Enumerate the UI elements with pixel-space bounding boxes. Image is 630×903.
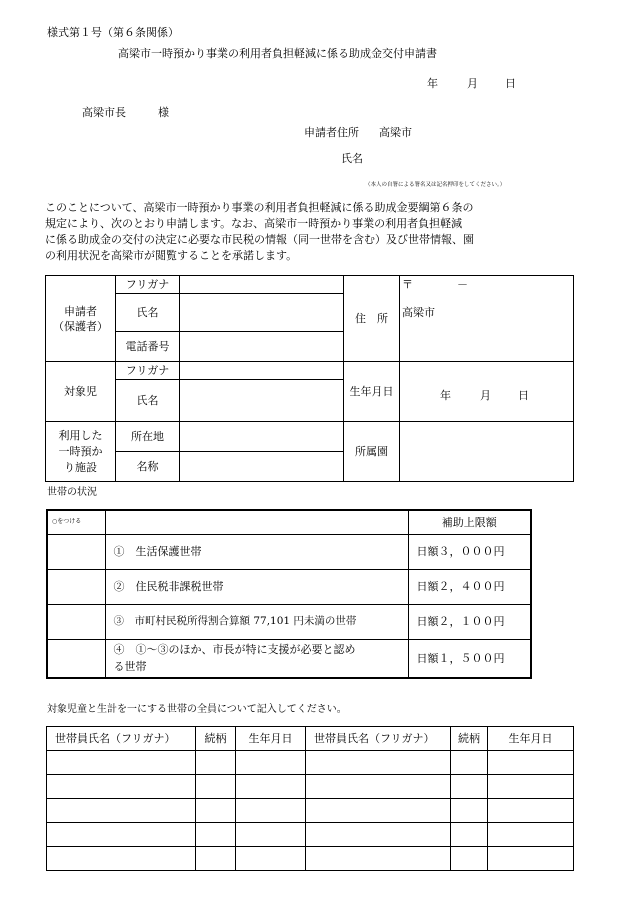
facility-label-cell: [46, 422, 116, 482]
paragraph-line: 規定により、次のとおり申請します。なお、高梁市一時預かり事業の利用者負担軽減: [45, 217, 463, 230]
birth-month: 月: [480, 389, 491, 402]
applicant-label: 申請者: [64, 304, 97, 318]
col-member-name: 世帯員氏名（フリガナ）: [47, 727, 196, 751]
phone-field[interactable]: [180, 332, 344, 362]
furigana-label: フリガナ: [116, 276, 180, 294]
limit-header: 補助上限額: [408, 510, 531, 534]
form-number: 様式第１号（第６条関係）: [47, 26, 179, 39]
relation-field[interactable]: [196, 775, 236, 799]
postal-mark: 〒: [402, 278, 413, 291]
member-name-field[interactable]: [306, 751, 451, 775]
location-field[interactable]: [180, 422, 344, 452]
paragraph-line: このことについて、高梁市一時預かり事業の利用者負担軽減に係る助成金要綱第６条の: [45, 201, 474, 214]
household-status-heading: 世帯の状況: [47, 487, 97, 498]
mark-field[interactable]: [47, 604, 105, 639]
relation-field[interactable]: [451, 799, 488, 823]
status-amount: 日額２，１００円: [408, 604, 531, 639]
relation-field[interactable]: [196, 823, 236, 847]
birth-field[interactable]: [236, 775, 306, 799]
child-name-label: 氏名: [116, 380, 180, 422]
member-name-field[interactable]: [306, 799, 451, 823]
member-name-field[interactable]: [306, 823, 451, 847]
mark-note: ○をつける: [52, 518, 82, 525]
form-title: 高梁市一時預かり事業の利用者負担軽減に係る助成金交付申請書: [118, 47, 437, 60]
status-option: ② 住民税非課税世帯: [105, 569, 408, 604]
paragraph-line: の利用状況を高梁市が閲覧することを承諾します。: [45, 249, 298, 262]
facility-label-3: り施設: [64, 460, 97, 474]
status-option: ① 生活保護世帯: [105, 534, 408, 569]
birthdate-label: 生年月日: [344, 362, 400, 422]
relation-field[interactable]: [196, 751, 236, 775]
furigana-field[interactable]: [180, 276, 344, 294]
member-name-field[interactable]: [47, 751, 196, 775]
birth-field[interactable]: [488, 847, 574, 871]
date-day: 日: [505, 77, 516, 90]
member-name-field[interactable]: [306, 847, 451, 871]
name-field[interactable]: [180, 294, 344, 332]
paragraph-line: に係る助成金の交付の決定に必要な市民税の情報（同一世帯を含む）及び世帯情報、園: [45, 233, 474, 246]
facility-name-label: 名称: [116, 452, 180, 482]
kindergarten-label: 所属園: [344, 422, 400, 482]
birth-field[interactable]: [488, 751, 574, 775]
address-value: 高梁市: [402, 306, 435, 319]
member-row: [47, 775, 574, 799]
member-name-field[interactable]: [47, 799, 196, 823]
member-row: [47, 847, 574, 871]
birth-field[interactable]: [488, 775, 574, 799]
mark-field[interactable]: [47, 639, 105, 678]
member-name-field[interactable]: [47, 775, 196, 799]
member-row: [47, 799, 574, 823]
col-member-name: 世帯員氏名（フリガナ）: [306, 727, 451, 751]
date-year: 年: [427, 77, 438, 90]
member-name-field[interactable]: [306, 775, 451, 799]
relation-field[interactable]: [196, 799, 236, 823]
child-furigana-field[interactable]: [180, 362, 344, 380]
status-amount: 日額２，４００円: [408, 569, 531, 604]
relation-field[interactable]: [451, 823, 488, 847]
member-name-field[interactable]: [47, 823, 196, 847]
name-label: 氏名: [116, 294, 180, 332]
mark-field[interactable]: [47, 569, 105, 604]
applicant-name-label: 氏名: [341, 152, 363, 165]
col-birthdate: 生年月日: [236, 727, 306, 751]
household-status-table: [46, 509, 532, 679]
birth-field[interactable]: [488, 823, 574, 847]
relation-field[interactable]: [451, 775, 488, 799]
addressee: 高梁市長: [82, 106, 126, 119]
birth-field[interactable]: [236, 799, 306, 823]
birth-field[interactable]: [236, 823, 306, 847]
applicant-address-value: 高梁市: [379, 126, 412, 139]
child-name-field[interactable]: [180, 380, 344, 422]
status-option-line-1: ④ ①～③のほか、市長が特に支援が必要と認め: [113, 643, 356, 657]
member-row: [47, 751, 574, 775]
col-relation: 続柄: [451, 727, 488, 751]
birth-field[interactable]: [236, 847, 306, 871]
mark-field[interactable]: [47, 534, 105, 569]
facility-label-2: 一時預か: [58, 444, 103, 458]
status-amount: 日額１，５００円: [408, 639, 531, 678]
applicant-table: [45, 275, 574, 482]
member-name-field[interactable]: [47, 847, 196, 871]
col-relation: 続柄: [196, 727, 236, 751]
birth-field[interactable]: [488, 799, 574, 823]
addressee-suffix: 様: [158, 106, 169, 119]
child-label: 対象児: [46, 362, 116, 422]
relation-field[interactable]: [451, 751, 488, 775]
facility-name-field[interactable]: [180, 452, 344, 482]
mark-note-cell: [47, 510, 105, 534]
header-blank: [105, 510, 408, 534]
address-label: 住 所: [344, 276, 400, 362]
members-table: [46, 726, 574, 871]
birth-field[interactable]: [236, 751, 306, 775]
phone-label: 電話番号: [116, 332, 180, 362]
status-option-4: [105, 639, 408, 678]
member-row: [47, 823, 574, 847]
birthdate-field[interactable]: [400, 362, 574, 422]
date-month: 月: [467, 77, 478, 90]
child-furigana-label: フリガナ: [116, 362, 180, 380]
kindergarten-field[interactable]: [400, 422, 574, 482]
postal-dash: －: [457, 278, 468, 291]
status-option: ③ 市町村民税所得割合算額 77,101 円未満の世帯: [105, 604, 408, 639]
applicant-label-cell: [46, 276, 116, 362]
col-birthdate: 生年月日: [488, 727, 574, 751]
address-field[interactable]: [400, 276, 574, 362]
relation-field[interactable]: [451, 847, 488, 871]
birth-year: 年: [440, 389, 451, 402]
facility-label-1: 利用した: [58, 428, 103, 442]
applicant-label-sub: （保護者）: [53, 319, 108, 333]
members-instruction: 対象児童と生計を一にする世帯の全員について記入してください。: [47, 704, 347, 715]
location-label: 所在地: [116, 422, 180, 452]
applicant-address-label: 申請者住所: [304, 126, 359, 139]
status-amount: 日額３，０００円: [408, 534, 531, 569]
status-option-line-2: る世帯: [113, 660, 147, 674]
birth-day: 日: [518, 389, 529, 402]
signature-note: （本人の自署による署名又は記名押印をしてください。）: [365, 182, 506, 188]
consent-paragraph: [45, 200, 585, 264]
relation-field[interactable]: [196, 847, 236, 871]
